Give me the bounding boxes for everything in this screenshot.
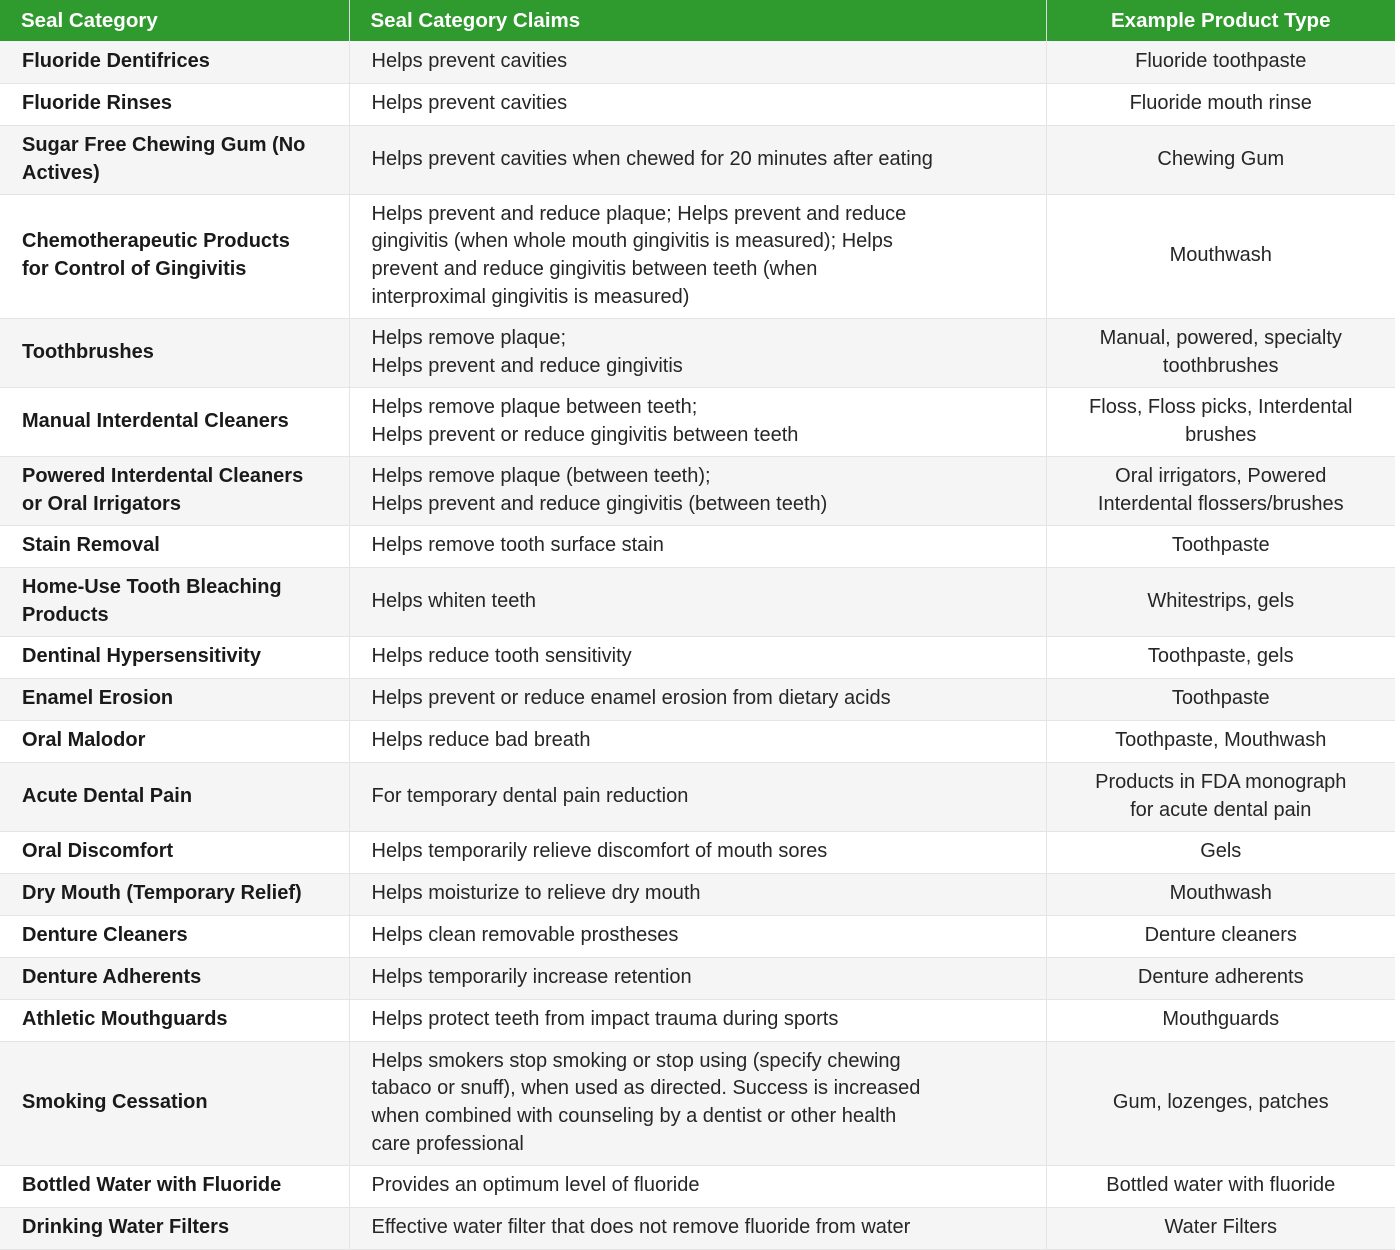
table-row [0, 1041, 1395, 1165]
seal-claims-cell [349, 83, 1046, 125]
table-row [0, 41, 1395, 83]
seal-category-cell-line: Fluoride Rinses [22, 92, 173, 115]
seal-category-cell [0, 762, 349, 831]
example-product-cell [1046, 567, 1395, 636]
example-product-cell-line: Toothpaste, Mouthwash [1115, 729, 1327, 752]
example-product-cell-line: Fluoride mouth rinse [1129, 92, 1312, 115]
example-product-cell-line: Whitestrips, gels [1147, 589, 1295, 612]
example-product-cell-line: Denture adherents [1137, 966, 1304, 989]
seal-category-cell-line: Actives) [22, 161, 100, 184]
seal-category-cell-line: Oral Discomfort [22, 840, 174, 863]
table-row [0, 387, 1395, 456]
example-product-cell-line: Chewing Gum [1157, 147, 1285, 170]
seal-claims-cell [349, 636, 1046, 678]
example-product-cell-line: Products in FDA monograph [1095, 770, 1347, 793]
seal-claims-cell [349, 957, 1046, 999]
header-row [0, 0, 1395, 41]
example-product-cell-line: brushes [1185, 423, 1257, 446]
example-product-cell-line: Denture cleaners [1144, 924, 1297, 947]
example-product-cell-line: Fluoride toothpaste [1135, 49, 1307, 72]
example-product-cell-line: Oral irrigators, Powered [1115, 464, 1327, 487]
seal-claims-cell-line: Effective water filter that does not remove fluoride from water [371, 1216, 911, 1239]
seal-claims-cell [349, 525, 1046, 567]
seal-claims-cell [349, 1041, 1046, 1165]
seal-category-cell [0, 678, 349, 720]
table-row [0, 999, 1395, 1041]
seal-claims-cell-line: gingivitis (when whole mouth gingivitis is measured); Helps [371, 230, 893, 253]
seal-claims-cell-line: Helps prevent cavities [371, 92, 568, 115]
example-product-cell [1046, 83, 1395, 125]
example-product-cell [1046, 387, 1395, 456]
table-row [0, 762, 1395, 831]
table-row [0, 957, 1395, 999]
example-product-cell-line: Toothpaste [1171, 534, 1270, 557]
example-product-cell [1046, 678, 1395, 720]
seal-category-cell-line: Acute Dental Pain [22, 784, 193, 807]
example-product-cell-line: Water Filters [1164, 1216, 1278, 1239]
seal-claims-cell-line: Helps prevent and reduce gingivitis (between teeth) [371, 492, 828, 515]
seal-category-cell [0, 318, 349, 387]
seal-claims-cell-line: Helps clean removable prostheses [371, 924, 679, 947]
seal-category-cell-line: Products [22, 603, 109, 626]
seal-category-cell [0, 567, 349, 636]
example-product-cell-line: Mouthwash [1169, 244, 1272, 267]
example-product-cell [1046, 957, 1395, 999]
seal-claims-cell [349, 678, 1046, 720]
seal-claims-cell-line: For temporary dental pain reduction [371, 784, 689, 807]
seal-claims-cell-line: Helps remove plaque between teeth; [371, 395, 698, 418]
seal-category-cell [0, 999, 349, 1041]
seal-claims-cell-line: Helps prevent or reduce enamel erosion from dietary acids [371, 687, 891, 710]
table-row [0, 83, 1395, 125]
example-product-cell [1046, 41, 1395, 83]
seal-claims-cell [349, 915, 1046, 957]
seal-claims-cell [349, 1165, 1046, 1207]
seal-claims-cell-line: Helps smokers stop smoking or stop using (specify chewing [371, 1049, 901, 1072]
seal-category-cell [0, 873, 349, 915]
table-row [0, 456, 1395, 525]
table-row [0, 720, 1395, 762]
header-seal-category: Seal Category [0, 0, 349, 41]
seal-claims-cell-line: Helps prevent and reduce gingivitis [371, 354, 683, 377]
seal-claims-cell-line: Helps remove plaque; [371, 326, 567, 349]
example-product-cell [1046, 915, 1395, 957]
seal-claims-cell [349, 720, 1046, 762]
seal-category-cell [0, 525, 349, 567]
seal-category-cell [0, 1207, 349, 1249]
table-row [0, 1207, 1395, 1249]
seal-category-cell [0, 1041, 349, 1165]
seal-category-cell [0, 194, 349, 318]
table-row [0, 873, 1395, 915]
seal-claims-cell-line: prevent and reduce gingivitis between teeth (when [371, 258, 818, 280]
seal-category-cell [0, 125, 349, 194]
seal-category-cell [0, 456, 349, 525]
seal-category-cell-line: Denture Cleaners [22, 924, 188, 947]
seal-claims-cell [349, 318, 1046, 387]
seal-claims-cell [349, 41, 1046, 83]
example-product-cell [1046, 125, 1395, 194]
table-row [0, 636, 1395, 678]
seal-category-cell-line: Drinking Water Filters [22, 1216, 230, 1239]
seal-category-cell-line: Sugar Free Chewing Gum (No [22, 133, 306, 156]
seal-category-cell-line: Enamel Erosion [22, 687, 174, 710]
header-seal-category-claims: Seal Category Claims [349, 0, 1046, 41]
seal-claims-cell [349, 1207, 1046, 1249]
example-product-cell [1046, 831, 1395, 873]
seal-claims-cell-line: care professional [371, 1132, 524, 1155]
seal-category-cell-line: for Control of Gingivitis [22, 258, 247, 280]
seal-claims-cell [349, 999, 1046, 1041]
seal-claims-cell-line: Helps reduce bad breath [371, 729, 591, 752]
seal-claims-cell [349, 125, 1046, 194]
seal-category-cell-line: or Oral Irrigators [22, 492, 181, 515]
seal-category-cell-line: Athletic Mouthguards [22, 1008, 228, 1031]
example-product-cell [1046, 999, 1395, 1041]
seal-category-cell-line: Chemotherapeutic Products [22, 230, 290, 253]
seal-category-cell-line: Denture Adherents [22, 966, 202, 989]
example-product-cell-line: Manual, powered, specialty [1099, 326, 1342, 349]
example-product-cell [1046, 636, 1395, 678]
seal-category-cell [0, 636, 349, 678]
seal-claims-cell-line: interproximal gingivitis is measured) [371, 285, 690, 308]
table-row [0, 678, 1395, 720]
seal-claims-cell [349, 194, 1046, 318]
seal-category-cell-line: Smoking Cessation [22, 1091, 208, 1114]
seal-claims-cell-line: when combined with counseling by a dentist or other health [371, 1105, 897, 1127]
table-row [0, 125, 1395, 194]
example-product-cell [1046, 1165, 1395, 1207]
seal-claims-cell-line: Helps prevent or reduce gingivitis between teeth [371, 423, 799, 446]
seal-category-cell-line: Dentinal Hypersensitivity [22, 645, 261, 668]
seal-claims-cell-line: Helps prevent and reduce plaque; Helps prevent and reduce [371, 202, 907, 225]
seal-category-cell [0, 83, 349, 125]
seal-claims-cell-line: Helps reduce tooth sensitivity [371, 645, 632, 668]
example-product-cell [1046, 194, 1395, 318]
seal-claims-cell-line: Helps moisturize to relieve dry mouth [371, 882, 701, 905]
seal-claims-cell-line: Helps protect teeth from impact trauma during sports [371, 1008, 839, 1031]
seal-claims-cell-line: Helps prevent cavities when chewed for 20 minutes after eating [371, 147, 933, 170]
table-row [0, 1165, 1395, 1207]
seal-category-cell-line: Home-Use Tooth Bleaching [22, 575, 282, 598]
seal-claims-cell-line: tabaco or snuff), when used as directed. Success is increased [371, 1077, 921, 1100]
seal-category-cell-line: Fluoride Dentifrices [22, 49, 210, 72]
table-row [0, 831, 1395, 873]
example-product-cell [1046, 873, 1395, 915]
table-row [0, 525, 1395, 567]
example-product-cell-line: Floss, Floss picks, Interdental [1089, 395, 1353, 418]
seal-category-cell-line: Dry Mouth (Temporary Relief) [22, 882, 302, 905]
seal-category-cell [0, 387, 349, 456]
seal-category-cell-line: Manual Interdental Cleaners [22, 409, 289, 432]
seal-claims-cell [349, 456, 1046, 525]
example-product-cell-line: Gels [1200, 840, 1242, 863]
seal-category-cell [0, 831, 349, 873]
seal-category-cell [0, 1165, 349, 1207]
seal-category-cell-line: Toothbrushes [22, 340, 154, 363]
table-row [0, 194, 1395, 318]
example-product-cell [1046, 1207, 1395, 1249]
example-product-cell-line: Mouthguards [1162, 1008, 1280, 1031]
seal-claims-cell-line: Helps temporarily increase retention [371, 966, 692, 989]
example-product-cell-line: Mouthwash [1169, 882, 1272, 905]
seal-claims-cell [349, 567, 1046, 636]
seal-claims-cell-line: Provides an optimum level of fluoride [371, 1174, 700, 1197]
seal-category-cell-line: Powered Interdental Cleaners [22, 464, 304, 487]
example-product-cell [1046, 456, 1395, 525]
seal-claims-cell [349, 873, 1046, 915]
example-product-cell-line: Toothpaste, gels [1147, 645, 1294, 668]
seal-category-cell-line: Oral Malodor [22, 729, 146, 752]
table-row [0, 915, 1395, 957]
seal-claims-cell-line: Helps remove tooth surface stain [371, 534, 664, 557]
example-product-cell [1046, 762, 1395, 831]
seal-claims-cell-line: Helps temporarily relieve discomfort of mouth sores [371, 840, 828, 863]
example-product-cell [1046, 1041, 1395, 1165]
example-product-cell-line: Interdental flossers/brushes [1097, 492, 1344, 515]
seal-claims-cell [349, 762, 1046, 831]
seal-category-cell [0, 41, 349, 83]
example-product-cell-line: Gum, lozenges, patches [1112, 1091, 1329, 1114]
header-example-product-type: Example Product Type [1111, 8, 1331, 32]
seal-claims-cell [349, 831, 1046, 873]
example-product-cell-line: Toothpaste [1171, 687, 1270, 710]
seal-category-cell-line: Bottled Water with Fluoride [22, 1174, 282, 1197]
table-body [0, 41, 1395, 1249]
example-product-cell [1046, 318, 1395, 387]
seal-claims-cell-line: Helps whiten teeth [371, 589, 537, 612]
example-product-cell-line: for acute dental pain [1130, 798, 1312, 821]
seal-category-cell [0, 720, 349, 762]
example-product-cell-line: Bottled water with fluoride [1106, 1174, 1336, 1197]
example-product-cell [1046, 525, 1395, 567]
seal-claims-cell-line: Helps prevent cavities [371, 49, 568, 72]
table-row [0, 567, 1395, 636]
table-header [0, 0, 1395, 41]
example-product-cell [1046, 720, 1395, 762]
table-row [0, 318, 1395, 387]
seal-claims-cell [349, 387, 1046, 456]
seal-category-cell [0, 915, 349, 957]
seal-category-cell [0, 957, 349, 999]
seal-category-cell-line: Stain Removal [22, 534, 160, 557]
seal-claims-cell-line: Helps remove plaque (between teeth); [371, 464, 711, 487]
example-product-cell-line: toothbrushes [1162, 354, 1279, 377]
